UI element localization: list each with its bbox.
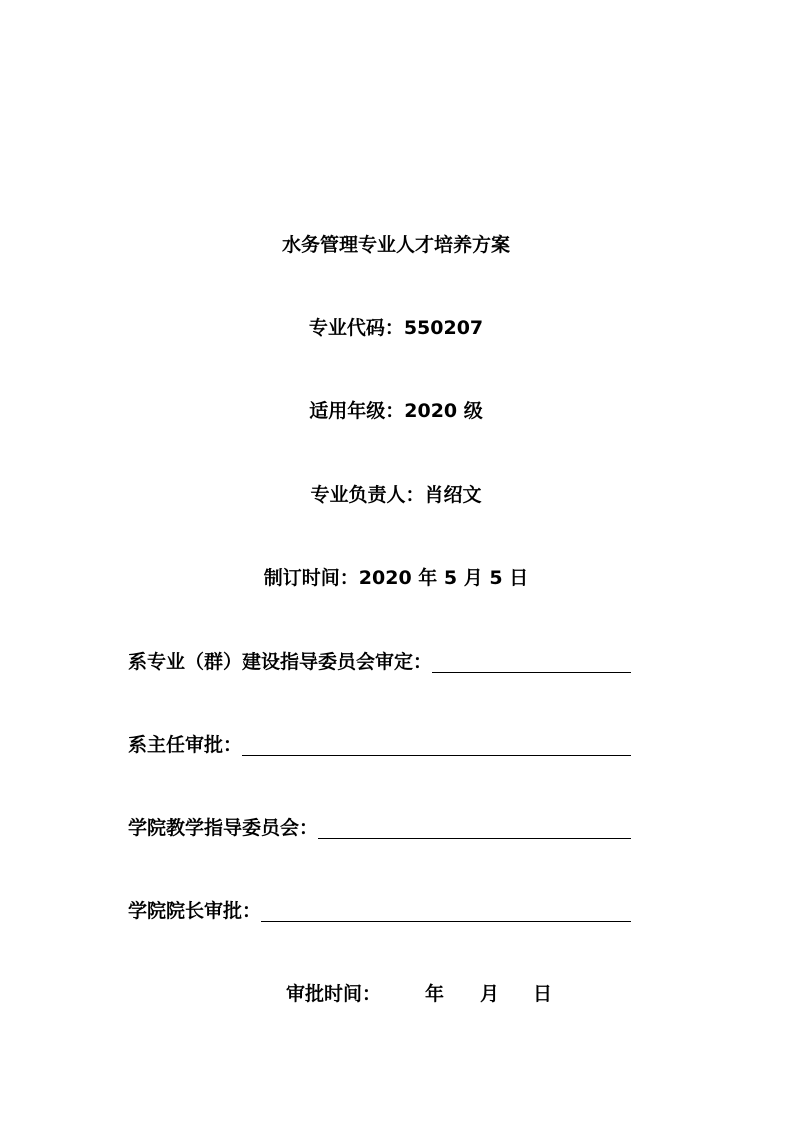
- person-in-charge: 专业负责人：肖绍文: [310, 484, 482, 506]
- signature-blank-line[interactable]: [318, 818, 631, 839]
- signature-blank-line[interactable]: [432, 652, 631, 673]
- approval-time: [286, 982, 552, 1006]
- program-code: 专业代码：550207: [308, 317, 484, 339]
- signature-row-department-head: [128, 733, 631, 757]
- signature-row-president: [128, 899, 631, 923]
- approval-year-unit: 年: [425, 983, 445, 1005]
- document-title: 水务管理专业人才培养方案: [281, 234, 510, 256]
- revision-date: 制订时间：2020 年 5 月 5 日: [263, 567, 529, 589]
- approval-day-unit: 日: [533, 983, 553, 1005]
- applicable-grade: 适用年级：2020 级: [309, 400, 483, 422]
- signature-label: 系专业（群）建设指导委员会审定：: [128, 651, 433, 673]
- signature-label: 学院教学指导委员会：: [128, 817, 319, 839]
- signature-row-teaching-committee: [128, 816, 631, 840]
- signature-row-committee-review: [128, 650, 631, 674]
- signature-label: 学院院长审批：: [128, 900, 262, 922]
- signature-blank-line[interactable]: [261, 901, 631, 922]
- signature-label: 系主任审批：: [128, 734, 243, 756]
- signature-blank-line[interactable]: [242, 735, 631, 756]
- approval-time-label: 审批时间：: [286, 983, 382, 1005]
- approval-month-unit: 月: [480, 983, 500, 1005]
